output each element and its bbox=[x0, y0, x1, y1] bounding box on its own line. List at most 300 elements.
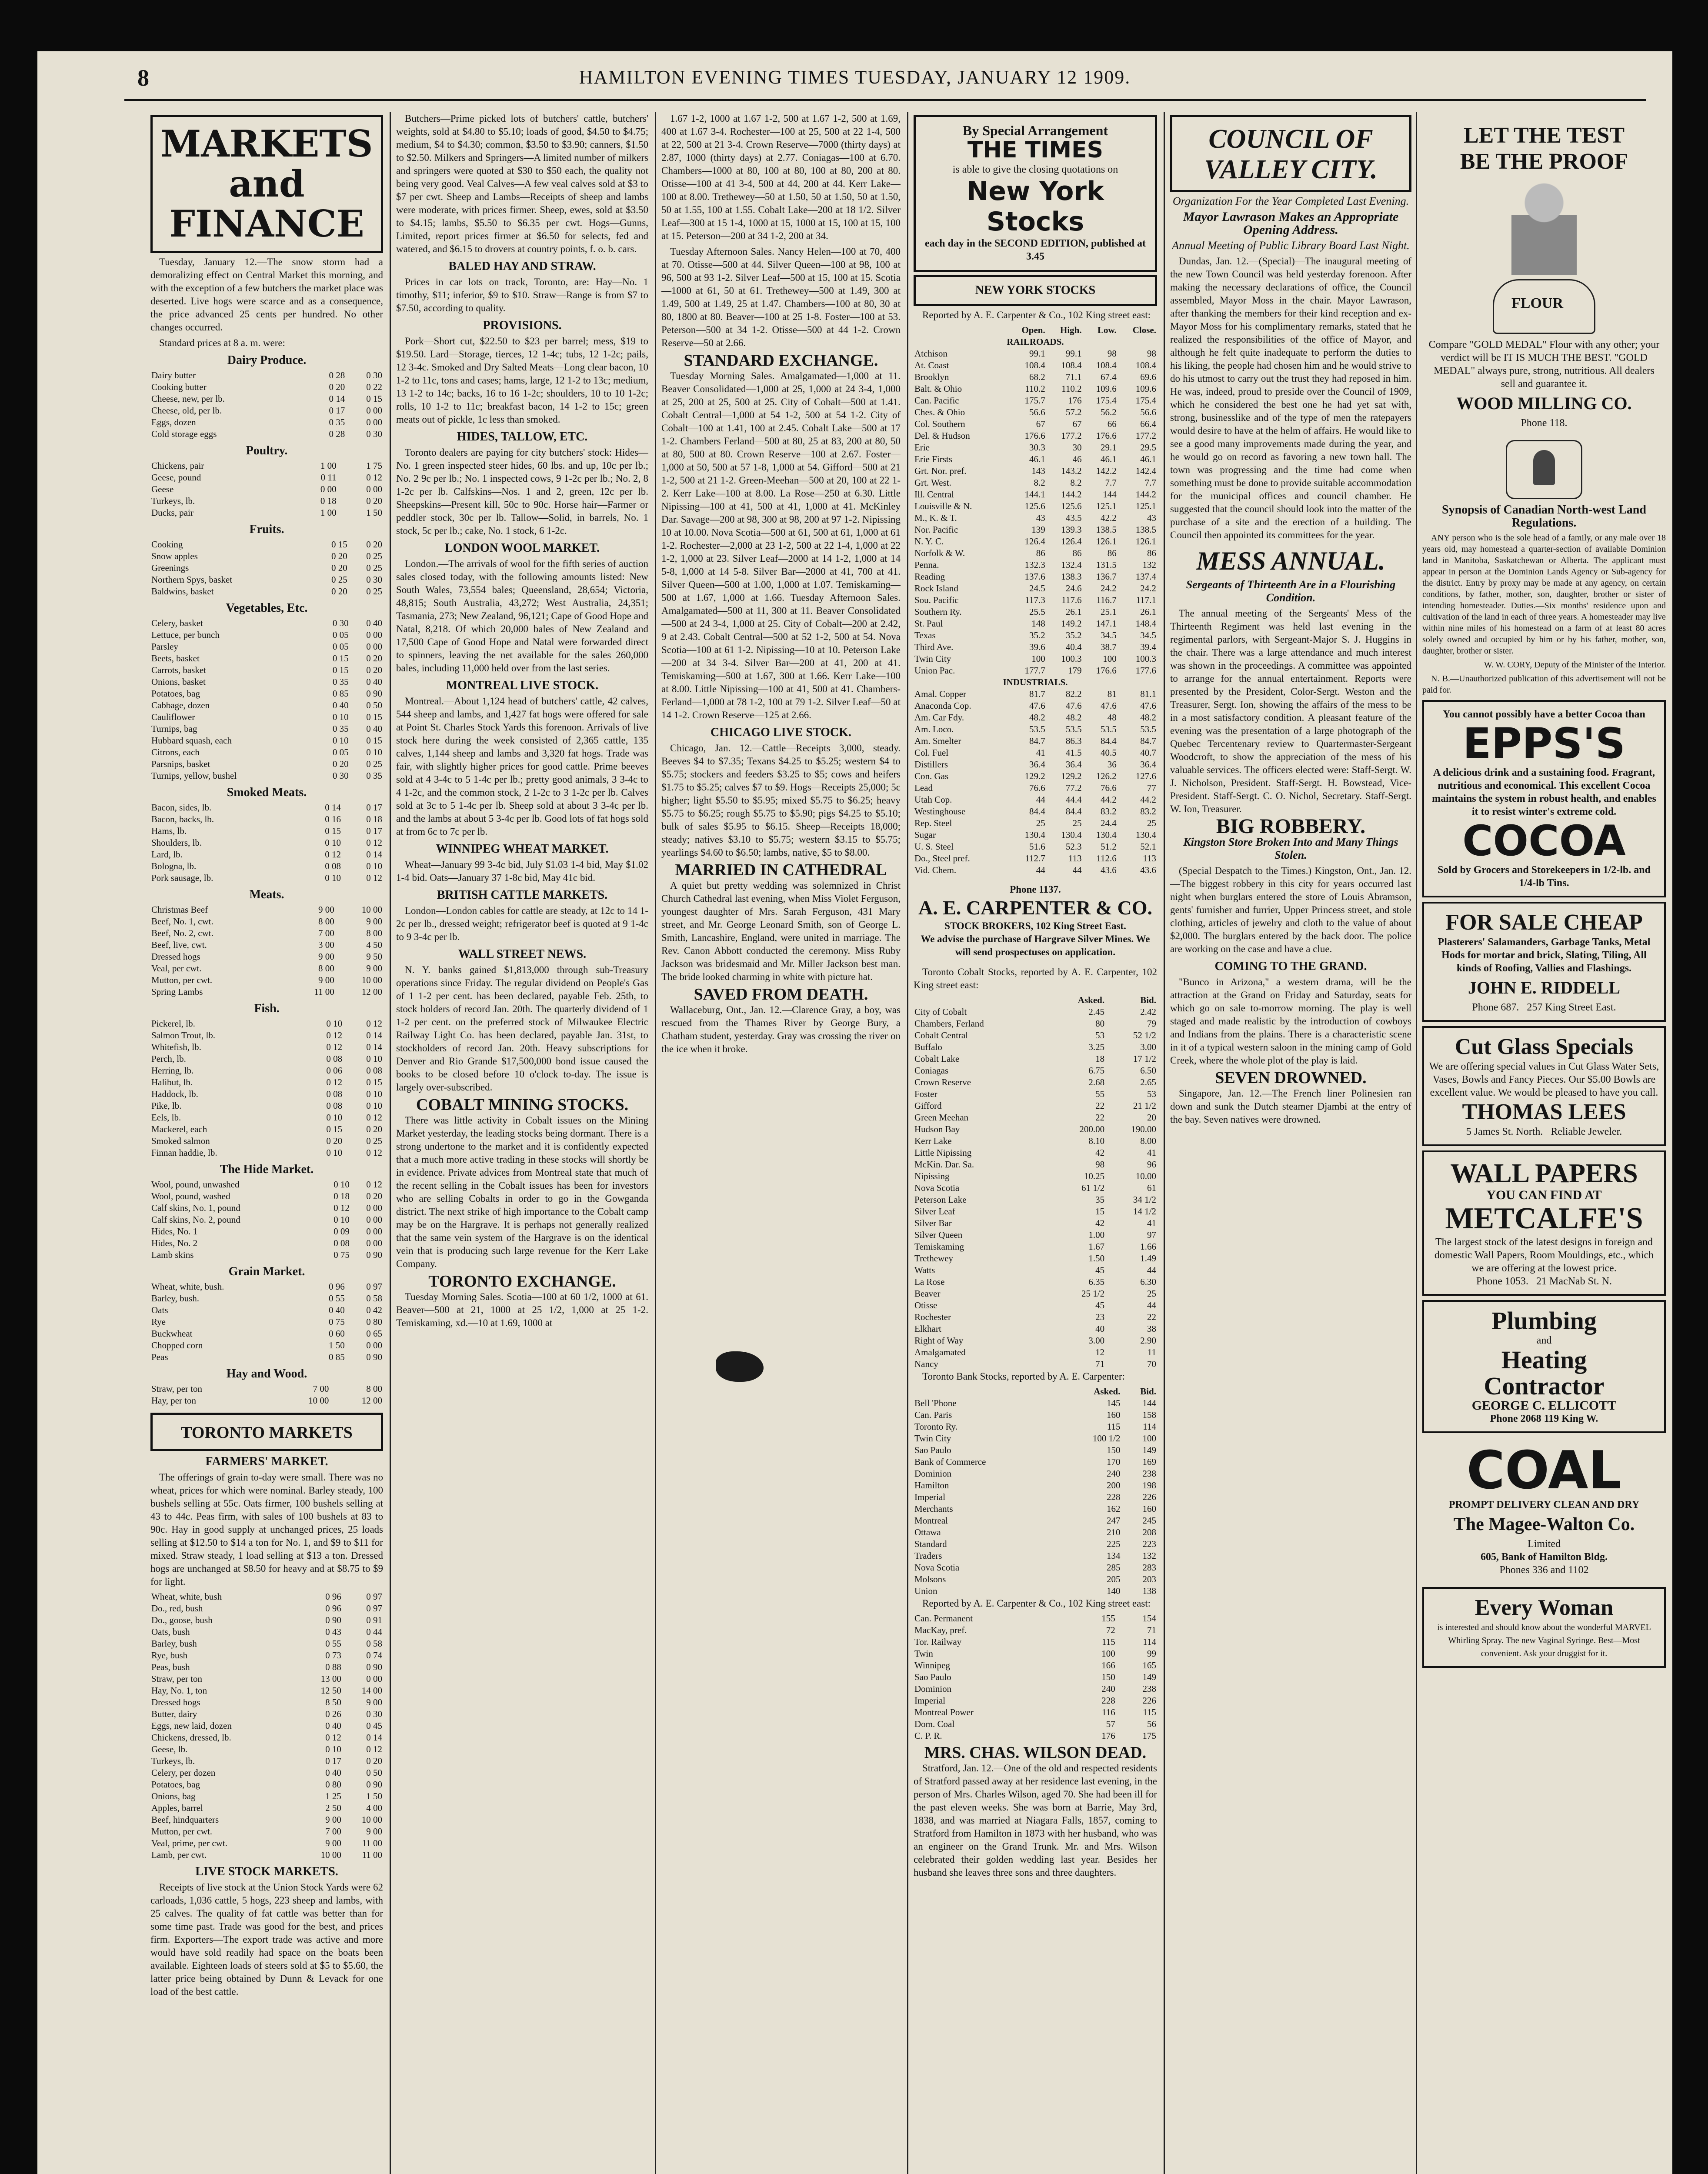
row-label: Dairy butter bbox=[151, 370, 196, 380]
stock-row bbox=[914, 641, 1157, 653]
saved-from-death-heading: SAVED FROM DEATH. bbox=[694, 985, 868, 1004]
row-value: 0 60 bbox=[329, 1328, 345, 1339]
row-value: 0 20 bbox=[331, 586, 347, 597]
row-value: 0 42 bbox=[366, 1305, 382, 1315]
row-label: Citrons, each bbox=[151, 747, 200, 757]
price-row bbox=[150, 963, 383, 974]
row-value: 97 bbox=[1147, 1230, 1156, 1240]
row-value: 160 bbox=[1107, 1410, 1121, 1420]
epps-body: A delicious drink and a sustaining food. Fragrant, nutritious and economical. This excellent Cocoa maintains the system in robust health, and enables it to resist winter's extreme cold. bbox=[1432, 767, 1656, 817]
row-value: 40 bbox=[1095, 1324, 1105, 1334]
stock-row bbox=[914, 700, 1157, 712]
row-label: Onions, basket bbox=[151, 677, 206, 687]
row-label: Lamb skins bbox=[151, 1250, 194, 1260]
every-woman-body: is interested and should know about the wonderful MARVEL Whirling Spray. The new Vaginal Syringe. Best—Most convenient. Ask your druggist for it. bbox=[1437, 1623, 1651, 1658]
row-label: Gifford bbox=[914, 1100, 942, 1111]
stock-row bbox=[914, 1562, 1157, 1574]
row-value: 40.4 bbox=[1065, 642, 1082, 652]
stock-row bbox=[914, 735, 1157, 747]
row-value: 56 bbox=[1147, 1719, 1156, 1729]
row-value: 18 bbox=[1095, 1054, 1105, 1064]
row-label: Beef, hindquarters bbox=[151, 1814, 219, 1825]
row-value: 25 bbox=[1072, 818, 1082, 828]
row-label: Nova Scotia bbox=[914, 1562, 960, 1573]
winnipeg-wheat-text: Wheat—January 99 3-4c bid, July $1.03 1-4 bid, May $1.02 1-4 bid. Oats—January 37 1-8c bid, May 41c bid. bbox=[396, 859, 648, 883]
council-text: Dundas, Jan. 12.—(Special)—The inaugural meeting of the new Town Council was held yesterday forenoon. After making the necessary declarations of office, the Council assembled, Mayor Moss in the chair. Mayor Lawrason, after thanking the members for their kind reception and ex-Mayor Moss for his complimentary remarks, stated that he realized the responsibilities of the office of Mayor, and although he felt quite inadequate to perform the duties to his liking, the people had chosen him and he would strive to do his utmost to carry out the trust they had reposed in him. He was, indeed, proud to preside over the Council of 1909, which he considered the best one he had yet sat with, strong, businesslike and of the type of men the ratepayers would desire to have at the helm of affairs. He would like to see a good many improvements made during the year, and he would go on record as favoring a new town hall. The town was progressing and the time had come when something must be done to provide suitable accommodation for the municipal offices and council chamber. He suggested that the council should look into the matter of the purchase of a site and the erection of a building. The Council then appointed its committees for the year. bbox=[1170, 256, 1411, 540]
row-value: 0 00 bbox=[366, 630, 382, 640]
stock-row bbox=[914, 1574, 1157, 1585]
big-robbery-subhead: Kingston Store Broken Into and Many Things Stolen. bbox=[1183, 836, 1398, 861]
row-value: 81 bbox=[1107, 689, 1117, 699]
row-value: 9 00 bbox=[318, 975, 334, 985]
magee-walton-address: 605, Bank of Hamilton Bldg. bbox=[1480, 1551, 1608, 1563]
column-header: High. bbox=[1060, 325, 1082, 335]
row-value: 17 1/2 bbox=[1133, 1054, 1156, 1064]
row-value: 245 bbox=[1142, 1515, 1156, 1526]
row-label: C. P. R. bbox=[914, 1731, 942, 1741]
row-value: 0 12 bbox=[366, 472, 382, 483]
row-value: 148.4 bbox=[1135, 618, 1156, 629]
stock-row bbox=[914, 489, 1157, 500]
stock-row bbox=[914, 547, 1157, 559]
live-stock-text: Receipts of live stock at the Union Stock Yards were 62 carloads, 1,036 cattle, 5 hogs, 223 sheep and lambs, with 25 calves. The quality of fat cattle was better than for some time past. Trade was good for the best, and prices firm. Exporters—The export trade was active and more would have sold readily had space on the boats been available. Eighteen loads of steers sold at $5 to $5.60, the latter price being obtained by Dunn & Levack for one load of the best cattle. bbox=[150, 1882, 383, 1997]
row-value: 0 90 bbox=[366, 1662, 382, 1672]
row-label: La Rose bbox=[914, 1277, 945, 1287]
row-label: Wheat, white, bush. bbox=[151, 1281, 224, 1292]
row-value: 36.4 bbox=[1065, 759, 1082, 770]
row-value: 170 bbox=[1107, 1457, 1121, 1467]
row-value: 67 bbox=[1036, 419, 1045, 429]
stock-row bbox=[914, 477, 1157, 489]
quotations-line: is able to give the closing quotations on bbox=[952, 164, 1118, 175]
row-label: Lard, lb. bbox=[151, 849, 183, 860]
toronto-cobalt-stocks-heading: Toronto Cobalt Stocks, reported by A. E. Carpenter, 102 King street east: bbox=[914, 967, 1157, 990]
row-value: 56.2 bbox=[1101, 407, 1117, 417]
stock-row bbox=[914, 442, 1157, 453]
price-row bbox=[150, 916, 383, 927]
row-value: 0 08 bbox=[366, 1065, 382, 1076]
column-header bbox=[914, 994, 1051, 1006]
price-row bbox=[150, 1826, 383, 1837]
row-label: Penna. bbox=[914, 560, 939, 570]
row-value: 0 12 bbox=[325, 1732, 341, 1743]
row-value: 47.6 bbox=[1029, 700, 1045, 711]
stock-row bbox=[914, 583, 1157, 594]
mess-annual-subhead: Sergeants of Thirteenth Are in a Flourishing Condition. bbox=[1186, 578, 1396, 604]
row-value: 0 85 bbox=[332, 688, 349, 699]
stock-row bbox=[914, 1335, 1157, 1347]
row-value: 8 00 bbox=[318, 963, 334, 974]
stock-row bbox=[914, 747, 1157, 759]
row-value: 0 85 bbox=[329, 1352, 345, 1362]
row-label: Pike, lb. bbox=[151, 1100, 182, 1111]
new-york-stocks-table bbox=[914, 324, 1157, 876]
row-value: 115 bbox=[1107, 1421, 1121, 1432]
row-value: 0 15 bbox=[366, 393, 382, 404]
price-row bbox=[150, 1802, 383, 1814]
row-value: 47.6 bbox=[1065, 700, 1082, 711]
row-value: 0 20 bbox=[366, 1124, 382, 1134]
stock-row bbox=[914, 759, 1157, 770]
coal-delivery: PROMPT DELIVERY CLEAN AND DRY bbox=[1448, 1499, 1640, 1510]
toronto-exchange-text: Tuesday Morning Sales. Scotia—100 at 60 1/2, 1000 at 61. Beaver—500 at 21, 1000 at 25 1/2, 1,000 at 25 1-2. Temiskaming, xd.—10 at 1.69, 1000 at bbox=[396, 1291, 648, 1328]
row-value: 84.4 bbox=[1101, 736, 1117, 746]
market-section-heading: Dairy Produce. bbox=[227, 353, 307, 367]
price-row bbox=[150, 617, 383, 629]
stock-row bbox=[914, 1311, 1157, 1323]
row-value: 0 00 bbox=[366, 1203, 382, 1213]
coat-of-arms-icon bbox=[1506, 440, 1582, 499]
price-row bbox=[150, 1030, 383, 1041]
stock-row bbox=[914, 407, 1157, 418]
row-value: 0 10 bbox=[366, 1089, 382, 1099]
stock-row bbox=[914, 395, 1157, 407]
stock-row bbox=[914, 806, 1157, 817]
row-value: 84.4 bbox=[1065, 806, 1082, 817]
row-value: 165 bbox=[1142, 1660, 1156, 1671]
row-value: 36 bbox=[1107, 759, 1117, 770]
stock-row bbox=[914, 371, 1157, 383]
row-value: 134 bbox=[1107, 1550, 1121, 1561]
row-label: Col. Fuel bbox=[914, 747, 949, 758]
row-label: Beef, live, cwt. bbox=[151, 940, 207, 950]
row-value: 24.2 bbox=[1140, 583, 1156, 594]
row-value: 100.3 bbox=[1135, 654, 1156, 664]
row-value: 41 bbox=[1147, 1147, 1156, 1158]
row-value: 0 14 bbox=[366, 1030, 382, 1040]
market-section-heading: Fish. bbox=[254, 1002, 280, 1015]
stock-row bbox=[914, 712, 1157, 724]
coming-to-grand-text: "Bunco in Arizona," a western drama, will be the attraction at the Grand on Friday and Saturday, seats for which go on sale to-morrow morning. The play is well staged and made realistic by the introduction of cowboys and Indians from the plains. There is a characteristic scene in it of a typical western saloon in the mining camp of Gold Creek, where the whole plot of the play is laid. bbox=[1170, 977, 1411, 1066]
live-stock-heading: LIVE STOCK MARKETS. bbox=[195, 1865, 338, 1878]
stock-row bbox=[914, 1624, 1157, 1636]
row-label: Lead bbox=[914, 783, 933, 793]
price-row bbox=[150, 1179, 383, 1190]
row-value: 86 bbox=[1036, 548, 1045, 558]
row-value: 0 15 bbox=[366, 1077, 382, 1087]
row-value: 66 bbox=[1107, 419, 1117, 429]
row-value: 48.2 bbox=[1029, 712, 1045, 723]
row-value: 0 10 bbox=[366, 1100, 382, 1111]
stock-row bbox=[914, 1206, 1157, 1217]
row-value: 55 bbox=[1095, 1089, 1105, 1099]
row-value: 0 00 bbox=[366, 417, 382, 427]
row-value: 0 25 bbox=[366, 563, 382, 573]
masthead-title: HAMILTON EVENING TIMES TUESDAY, JANUARY 12 1909. bbox=[579, 67, 1131, 88]
row-value: 96 bbox=[1147, 1159, 1156, 1170]
stock-row bbox=[914, 1730, 1157, 1742]
price-row bbox=[150, 1293, 383, 1304]
special-arrangement-box bbox=[914, 115, 1157, 272]
row-label: Cabbage, dozen bbox=[151, 700, 210, 710]
stock-row bbox=[914, 1433, 1157, 1444]
stock-row bbox=[914, 1088, 1157, 1100]
row-value: 1 75 bbox=[366, 460, 382, 471]
row-value: 10.00 bbox=[1135, 1171, 1156, 1181]
row-label: Rochester bbox=[914, 1312, 951, 1322]
row-label: Erie bbox=[914, 442, 930, 453]
row-value: 8 00 bbox=[318, 916, 334, 927]
stock-row bbox=[914, 1194, 1157, 1206]
row-value: 24.6 bbox=[1065, 583, 1082, 594]
carpenter-phone: Phone 1137. bbox=[1010, 884, 1061, 895]
row-value: 0 35 bbox=[366, 770, 382, 781]
row-label: Rye bbox=[151, 1317, 166, 1327]
market-section-heading: Grain Market. bbox=[228, 1265, 305, 1278]
row-label: Texas bbox=[914, 630, 936, 640]
row-value: 144 bbox=[1103, 489, 1117, 500]
stock-row bbox=[914, 864, 1157, 876]
row-value: 142.4 bbox=[1135, 466, 1156, 476]
every-woman-ad bbox=[1422, 1587, 1666, 1668]
row-value: 112.6 bbox=[1096, 853, 1117, 864]
row-value: 2.42 bbox=[1140, 1007, 1156, 1017]
row-label: MacKay, pref. bbox=[914, 1625, 967, 1635]
wall-papers-body: The largest stock of the latest designs in foreign and domestic Wall Papers, Room Mouldings, etc., which we are offering at the lowest price. bbox=[1434, 1237, 1654, 1274]
row-value: 0 75 bbox=[329, 1317, 345, 1327]
row-value: 0 75 bbox=[334, 1250, 350, 1260]
price-row bbox=[150, 735, 383, 747]
row-label: Snow apples bbox=[151, 551, 198, 561]
row-value: 0 10 bbox=[326, 1018, 343, 1029]
row-label: Herring, lb. bbox=[151, 1065, 194, 1076]
price-row bbox=[150, 1041, 383, 1053]
row-value: 0 55 bbox=[329, 1293, 345, 1304]
markets-title: MARKETS bbox=[160, 122, 373, 165]
row-value: 47.6 bbox=[1140, 700, 1156, 711]
wall-papers-ad bbox=[1422, 1150, 1666, 1296]
row-value: 0 10 bbox=[326, 1112, 343, 1123]
row-value: 0 15 bbox=[326, 1124, 343, 1134]
stock-row bbox=[914, 794, 1157, 806]
row-value: 39.6 bbox=[1029, 642, 1045, 652]
plumbing-line4: Contractor bbox=[1484, 1372, 1605, 1400]
row-label: Coniagas bbox=[914, 1065, 949, 1076]
row-value: 4 50 bbox=[366, 940, 382, 950]
row-label: Smoked salmon bbox=[151, 1136, 210, 1146]
price-row bbox=[150, 1837, 383, 1849]
row-value: 11 bbox=[1147, 1347, 1156, 1357]
row-value: 247 bbox=[1107, 1515, 1121, 1526]
row-value: 0 15 bbox=[325, 826, 341, 836]
row-label: Bell 'Phone bbox=[914, 1398, 957, 1408]
row-value: 57.2 bbox=[1065, 407, 1082, 417]
row-value: 11 00 bbox=[362, 1838, 382, 1848]
row-value: 83.2 bbox=[1140, 806, 1156, 817]
cattle-market-text: Butchers—Prime picked lots of butchers' cattle, butchers' weights, sold at $4.80 to $5.10; loads of good, $4.50 to $4.75; medium, $4 to $4.30; common, $3.50 to $3.90; canners, $1.50 to $2.50. Milkers and Springers—A limited number of milkers and springers were quoted at $30 to $50 each, the quality not being very good. Veal Calves—A few veal calves sold at $3 to $7 per cwt. Sheep and Lambs—Receipts of sheep and lambs were moderate, with prices firmer. Sheep, ewes, sold at $3.50 to $4.15; lambs, $5.50 to $6.35 per cwt. Hogs—Gunns, Limited, report prices firmer at $6.50 for selects, fed and watered, and $6.15 to drovers at country points, f. o. b. cars. bbox=[396, 113, 648, 254]
price-row bbox=[150, 770, 383, 782]
stock-row bbox=[914, 383, 1157, 395]
row-value: 53.5 bbox=[1029, 724, 1045, 734]
row-value: 100.3 bbox=[1061, 654, 1082, 664]
stock-row bbox=[914, 1468, 1157, 1480]
stock-row bbox=[914, 430, 1157, 442]
row-label: Temiskaming bbox=[914, 1241, 964, 1252]
row-value: 12 00 bbox=[361, 1395, 382, 1406]
row-value: 40.7 bbox=[1140, 747, 1156, 758]
row-label: U. S. Steel bbox=[914, 841, 954, 852]
row-value: 86 bbox=[1107, 548, 1117, 558]
stock-row bbox=[914, 1124, 1157, 1135]
row-value: 7 00 bbox=[313, 1384, 329, 1394]
row-value: 142.2 bbox=[1096, 466, 1117, 476]
second-edition-line: each day in the SECOND EDITION, published at 3.45 bbox=[924, 238, 1146, 262]
woman-illustration bbox=[1511, 175, 1577, 275]
row-label: Louisville & N. bbox=[914, 501, 972, 511]
london-wool-heading: LONDON WOOL MARKET. bbox=[444, 541, 600, 555]
row-value: 44 bbox=[1036, 794, 1045, 805]
seven-drowned-text: Singapore, Jan. 12.—The French liner Polinesien ran down and sunk the Dutch steamer Djambi at the entry of the bay. Seven natives were drowned. bbox=[1170, 1088, 1411, 1125]
row-value: 0 28 bbox=[329, 370, 345, 380]
stock-row bbox=[914, 571, 1157, 583]
row-value: 175.4 bbox=[1096, 395, 1117, 406]
stock-row bbox=[914, 1170, 1157, 1182]
row-value: 238 bbox=[1142, 1468, 1156, 1479]
saved-from-death-text: Wallaceburg, Ont., Jan. 12.—Clarence Gray, a boy, was rescued from the Thames River by George Bury, a Chatham student, yesterday. Gray was crossing the river on the ice when it broke. bbox=[661, 1004, 901, 1054]
row-value: 44 bbox=[1147, 1300, 1156, 1310]
row-label: Lettuce, per bunch bbox=[151, 630, 220, 640]
row-value: 0 12 bbox=[366, 1147, 382, 1158]
row-value: 126.1 bbox=[1135, 536, 1156, 547]
row-value: 98 bbox=[1107, 348, 1117, 359]
price-row bbox=[150, 1316, 383, 1328]
row-value: 0 90 bbox=[366, 1352, 382, 1362]
toronto-bank-stocks-table bbox=[914, 1386, 1157, 1597]
stock-row bbox=[914, 1276, 1157, 1288]
row-value: 129.2 bbox=[1061, 771, 1082, 781]
row-value: 108.4 bbox=[1061, 360, 1082, 370]
row-value: 0 25 bbox=[366, 586, 382, 597]
market-section-heading: Smoked Meats. bbox=[227, 786, 307, 799]
row-label: Imperial bbox=[914, 1695, 946, 1706]
row-value: 34.5 bbox=[1101, 630, 1117, 640]
row-label: Traders bbox=[914, 1550, 942, 1561]
stock-row bbox=[914, 1718, 1157, 1730]
market-price-table bbox=[150, 617, 383, 782]
row-value: 0 06 bbox=[326, 1065, 343, 1076]
row-value: 38 bbox=[1147, 1324, 1156, 1334]
row-value: 0 12 bbox=[366, 1018, 382, 1029]
price-row bbox=[150, 664, 383, 676]
row-value: 81.1 bbox=[1140, 689, 1156, 699]
row-value: 0 12 bbox=[334, 1203, 350, 1213]
row-label: Finnan haddie, lb. bbox=[151, 1147, 217, 1158]
row-label: Butter, dairy bbox=[151, 1709, 197, 1719]
london-wool-text: London.—The arrivals of wool for the fifth series of auction sales closed today, with the following amounts listed: New South Wales, 73,554 bales; Queensland, 28,654; Victoria, 48,815; South Australia, 43,272; West Australia, 24,351; Tasmania, 273; New Zealand, 96,121; Cape of Good Hope and Natal, 8,218. Of which 20,000 bales of New Zealand and 17,500 Cape of Good Hope and Natal were forwarded direct to spinners, leaving the net available for the sales 260,000 bales, including 11,000 held over from the last series. bbox=[396, 558, 648, 674]
chicago-live-stock-text: Chicago, Jan. 12.—Cattle—Receipts 3,000, steady. Beeves $4 to $7.35; Texans $4.25 to $5.25; western $4 to $5.75; stockers and feeders $3.25 to $5; cows and heifers $1.75 to $5.25; calves $7 to $9. Hogs—Receipts 25,000; 5c higher; light $5.50 to $5.95; mixed $5.75 to $6.25; heavy $5.75 to $6.25; rough $5.75 to $5.90; pigs $4.25 to $5.10; bulk of sales $5.95 to $6.15. Sheep—Receipts 18,000; steady; natives $3.10 to $5.75; western $3.15 to $5.75; yearlings $4.60 to $6.50; lambs, native, $5 to $8.00. bbox=[661, 743, 901, 858]
market-section-heading: Vegetables, Etc. bbox=[226, 601, 308, 615]
ellicott-address: Phone 2068 119 King W. bbox=[1490, 1413, 1598, 1424]
row-value: 14 00 bbox=[361, 1685, 382, 1696]
row-label: Geese, lb. bbox=[151, 1744, 188, 1754]
stock-row bbox=[914, 1671, 1157, 1683]
finance-title: and FINANCE bbox=[169, 162, 364, 245]
stock-row bbox=[914, 1264, 1157, 1276]
flour-headline-1: LET THE TEST bbox=[1463, 123, 1625, 148]
row-value: 129.2 bbox=[1024, 771, 1045, 781]
row-value: 138.5 bbox=[1135, 524, 1156, 535]
row-value: 0 40 bbox=[332, 700, 349, 710]
stock-row bbox=[914, 1503, 1157, 1515]
column-divider bbox=[1416, 112, 1417, 2174]
row-value: 114 bbox=[1143, 1421, 1156, 1432]
row-label: Can. Paris bbox=[914, 1410, 952, 1420]
stock-row bbox=[914, 665, 1157, 677]
row-label: Ducks, pair bbox=[151, 507, 193, 518]
row-value: 162 bbox=[1107, 1504, 1121, 1514]
price-row bbox=[150, 860, 383, 872]
row-value: 35.2 bbox=[1065, 630, 1082, 640]
mess-annual-text: The annual meeting of the Sergeants' Mess of the Thirteenth Regiment was held last evening in the regimental parlors, with Sergeant-Major S. J. Huggins in the chair. There was a large attendance and much interest was shown in the proceedings. A committee was appointed to arrange for the annual entertainment. Reports were presented by the President, Color-Sergt. Weston and the Treasurer, Sergt. Ion, showing the affairs of the mess to be in a most satisfactory condition. A pleasant feature of the evening was the presentation of a large photograph of the Quebec Tercentenary review to Quartermaster-Sergeant Woodcroft, to show the appreciation of the mess of his valuable services. The officers elected were: Staff-Sergt. W. J. Nicholson, President. Staff-Sergt. H. Bowstead, Vice-President. Staff-Sergt. C. O. Nichol, Secretary. Staff-Sergt. W. Ion, Treasurer. bbox=[1170, 608, 1411, 814]
price-row bbox=[150, 688, 383, 700]
row-value: 84.4 bbox=[1029, 806, 1045, 817]
page-number: 8 bbox=[137, 65, 150, 91]
riddell-address: 257 King Street East. bbox=[1527, 1002, 1616, 1013]
row-value: 132.4 bbox=[1061, 560, 1082, 570]
newspaper-page bbox=[37, 51, 1672, 2174]
row-label: Elkhart bbox=[914, 1324, 941, 1334]
row-value: 205 bbox=[1107, 1574, 1121, 1584]
row-value: 0 15 bbox=[331, 539, 347, 550]
row-value: 0 90 bbox=[325, 1615, 341, 1625]
row-value: 0 08 bbox=[334, 1238, 350, 1248]
coming-to-grand-heading: COMING TO THE GRAND. bbox=[1214, 960, 1367, 973]
row-value: 109.6 bbox=[1096, 383, 1117, 394]
row-value: 144.2 bbox=[1135, 489, 1156, 500]
row-value: 117.1 bbox=[1136, 595, 1156, 605]
row-value: 113 bbox=[1143, 853, 1156, 864]
stock-row bbox=[914, 1491, 1157, 1503]
row-value: 1.49 bbox=[1140, 1253, 1156, 1264]
row-label: Northern Spys, basket bbox=[151, 574, 233, 585]
row-label: Hubbard squash, each bbox=[151, 735, 232, 746]
riddell-name: JOHN E. RIDDELL bbox=[1468, 978, 1621, 997]
row-value: 4 00 bbox=[366, 1803, 382, 1813]
hides-text: Toronto dealers are paying for city butchers' stock: Hides—No. 1 green inspected steer hides, 60 lbs. and up, 10c per lb.; No. 2 9c per lb.; No. 1 inspected cows, 9 1-2c per lb.; No. 2, 8 1-2c per lb. Calfskins—Nos. 1 and 2, green, 12c per lb. Sheepskins—Present kill, 50c to 90c. Horse hair—Farmer or peddler stock, 30c per lb. Tallow—Solid, in barrels, No. 1 stock, 5c per lb.; cake, No. 1 stock, 6 1-2c. bbox=[396, 447, 648, 536]
row-label: Union bbox=[914, 1586, 937, 1596]
row-value: 9 00 bbox=[366, 1826, 382, 1837]
column-header: Low. bbox=[1098, 325, 1117, 335]
price-row bbox=[150, 676, 383, 688]
column-header bbox=[914, 1386, 1062, 1397]
row-value: 0 25 bbox=[366, 759, 382, 769]
row-label: Con. Gas bbox=[914, 771, 949, 781]
cathedral-wedding-text: A quiet but pretty wedding was solemnized in Christ Church Cathedral last evening, when Miss Violet Ferguson, youngest daughter of Mrs. Sarah Ferguson, 431 Mary street, and Mr. George Leonard Smith, son of George L. Smith, Lancashire, England, were united in marriage. The Rev. Canon Abbott conducted the ceremony. Miss Ruby Jackson was bridesmaid and Mr. Miller Jackson best man. The bride looked charming in white with picture hat. bbox=[661, 880, 901, 982]
row-label: Onions, bag bbox=[151, 1791, 196, 1801]
row-value: 1.00 bbox=[1088, 1230, 1105, 1240]
land-regulations-heading: Synopsis of Canadian North-west Land Regulations. bbox=[1442, 503, 1646, 530]
table-header-row bbox=[914, 324, 1157, 336]
carpenter-address: STOCK BROKERS, 102 King Street East. bbox=[944, 920, 1126, 931]
row-value: 0 10 bbox=[334, 1179, 350, 1190]
stock-row bbox=[914, 829, 1157, 841]
row-value: 0 14 bbox=[366, 849, 382, 860]
row-value: 0 17 bbox=[325, 1756, 341, 1766]
metcalfes-name: METCALFE'S bbox=[1445, 1202, 1643, 1235]
row-label: Tor. Railway bbox=[914, 1637, 962, 1647]
row-label: Union Pac. bbox=[914, 665, 955, 676]
row-value: 108.4 bbox=[1135, 360, 1156, 370]
row-value: 240 bbox=[1107, 1468, 1121, 1479]
market-price-table bbox=[150, 1179, 383, 1261]
price-row bbox=[150, 1053, 383, 1065]
row-value: 148 bbox=[1031, 618, 1045, 629]
row-value: 0 12 bbox=[326, 1077, 343, 1087]
metcalfes-address: 21 MacNab St. N. bbox=[1536, 1276, 1612, 1287]
row-value: 0 10 bbox=[366, 1054, 382, 1064]
row-label: Veal, prime, per cwt. bbox=[151, 1838, 227, 1848]
row-value: 8 50 bbox=[325, 1697, 341, 1707]
